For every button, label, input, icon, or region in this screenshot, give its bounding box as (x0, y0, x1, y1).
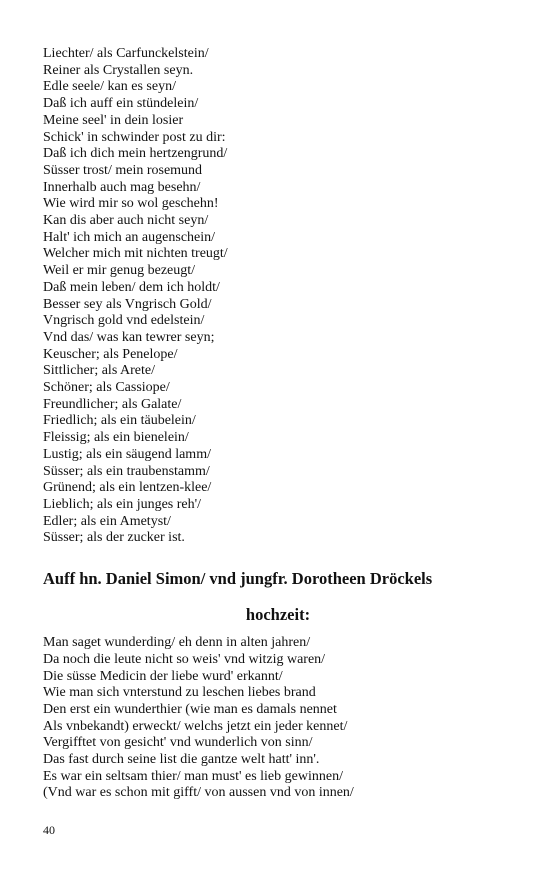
poem-title: Auff hn. Daniel Simon/ vnd jungfr. Dorotheen Dröckels (43, 569, 433, 589)
poem-line: Kan dis aber auch nicht seyn/ (43, 213, 209, 229)
poem-line: Fleissig; als ein bienelein/ (43, 430, 189, 446)
poem-line: Lustig; als ein säugend lamm/ (43, 446, 211, 462)
poem-stanza-1 (43, 46, 513, 547)
poem-line: Lieblich; als ein junges reh'/ (43, 496, 202, 512)
poem-line: Liechter/ als Carfunckelstein/ (43, 46, 209, 61)
poem-line: Reiner als Crystallen seyn. (43, 62, 194, 78)
poem-line: Als vnbekandt) erweckt/ welchs jetzt ein jeder kennet/ (43, 718, 348, 734)
poem-line: Süsser trost/ mein rosemund (43, 162, 203, 178)
poem-line: Halt' ich mich an augenschein/ (43, 229, 216, 245)
poem-line: Edler; als ein Ametyst/ (43, 513, 171, 529)
poem-line: Edle seele/ kan es seyn/ (43, 79, 176, 95)
poem-title-continuation: hochzeit: (245, 605, 311, 625)
poem-line: Daß mein leben/ dem ich holdt/ (43, 279, 220, 295)
poem-line: Es war ein seltsam thier/ man must' es lieb gewinnen/ (43, 768, 343, 784)
poem-line: Schick' in schwinder post zu dir: (43, 129, 226, 145)
poem-stanza-2 (43, 635, 513, 802)
poem-line: Innerhalb auch mag besehn/ (43, 179, 201, 195)
poem-line: Wie man sich vnterstund zu leschen liebes brand (43, 685, 316, 701)
poem-line: (Vnd war es schon mit gifft/ von aussen vnd von innen/ (43, 785, 354, 801)
poem-line: Meine seel' in dein losier (43, 112, 184, 128)
poem-line: Süsser; als der zucker ist. (43, 530, 185, 546)
poem-line: Vnd das/ was kan tewrer seyn; (43, 329, 215, 345)
poem-line: Daß ich auff ein stündelein/ (43, 96, 199, 112)
poem-line: Da noch die leute nicht so weis' vnd witzig waren/ (43, 651, 326, 667)
poem-line: Sittlicher; als Arete/ (43, 363, 155, 379)
poem-line: Daß ich dich mein hertzengrund/ (43, 146, 228, 162)
poem-line: Süsser; als ein traubenstamm/ (43, 463, 210, 479)
poem-line: Vergifftet von gesicht' vnd wunderlich von sinn/ (43, 735, 313, 751)
poem-line: Weil er mir genug bezeugt/ (43, 263, 196, 279)
poem-line: Welcher mich mit nichten treugt/ (43, 246, 228, 262)
poem-line: Wie wird mir so wol geschehn! (43, 196, 219, 212)
poem-line: Besser sey als Vngrisch Gold/ (43, 296, 212, 312)
poem-line: Schöner; als Cassiope/ (43, 380, 170, 396)
poem-line: Keuscher; als Penelope/ (43, 346, 178, 362)
poem-line: Friedlich; als ein täubelein/ (43, 413, 196, 429)
poem-line: Das fast durch seine list die gantze welt hatt' inn'. (43, 752, 320, 768)
poem-line: Den erst ein wunderthier (wie man es damals nennet (43, 701, 337, 717)
page-number: 40 (43, 823, 55, 837)
page-content (43, 46, 513, 802)
poem-line: Freundlicher; als Galate/ (43, 396, 182, 412)
poem-line: Grünend; als ein lentzen-klee/ (43, 480, 212, 496)
poem-line: Vngrisch gold vnd edelstein/ (43, 313, 205, 329)
poem-line: Die süsse Medicin der liebe wurd' erkannt/ (43, 668, 283, 684)
poem-line: Man saget wunderding/ eh denn in alten jahren/ (43, 635, 311, 651)
